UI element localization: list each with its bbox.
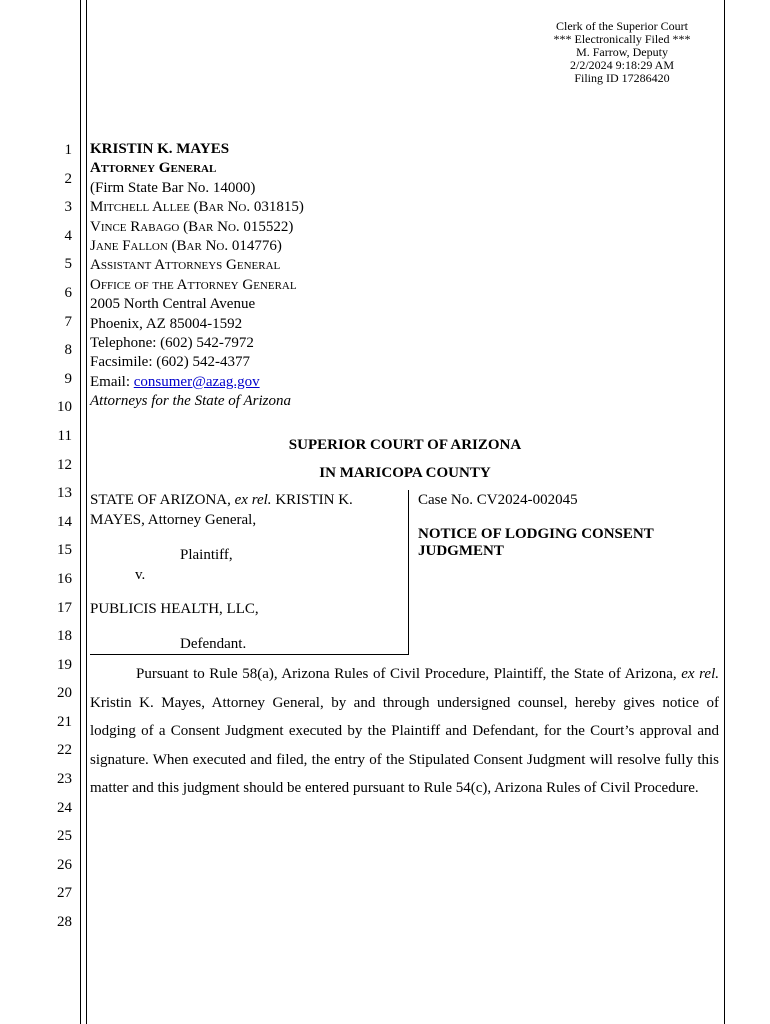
line-number: 19: [57, 656, 72, 673]
email-link[interactable]: consumer@azag.gov: [133, 373, 260, 390]
line-number: 9: [64, 370, 72, 387]
left-margin-rule-outer: [80, 0, 81, 1024]
line-number: 14: [57, 513, 72, 530]
line-numbers: [40, 140, 72, 941]
line-number: 23: [57, 771, 72, 788]
line-number: 3: [64, 199, 72, 216]
line-number: 27: [57, 885, 72, 902]
line-number: 13: [57, 485, 72, 502]
telephone: Telephone: (602) 542-7972: [90, 335, 254, 352]
email-label: Email:: [90, 373, 134, 390]
counsel-block: [90, 140, 304, 412]
email-line: [90, 373, 304, 392]
line-number: 12: [57, 456, 72, 473]
line-number: 22: [57, 742, 72, 759]
stamp-datetime: 2/2/2024 9:18:29 AM: [569, 58, 674, 72]
versus: v.: [135, 567, 146, 583]
line-number: 18: [57, 628, 72, 645]
counsel-title: Attorney General: [90, 160, 217, 177]
line-number: 8: [64, 342, 72, 359]
defendant-role: Defendant.: [180, 636, 247, 652]
line-number: 2: [64, 170, 72, 187]
street-address: 2005 North Central Avenue: [90, 296, 256, 313]
stamp-filing-id: Filing ID 17286420: [574, 71, 670, 85]
court-county: IN MARICOPA COUNTY: [319, 465, 491, 481]
case-caption-parties: [90, 490, 409, 655]
line-number: 4: [64, 227, 72, 244]
case-number: Case No. CV2024-002045: [418, 492, 578, 508]
plaintiff-name: STATE OF ARIZONA, ex rel. KRISTIN K.: [90, 492, 353, 508]
city-state-zip: Phoenix, AZ 85004-1592: [90, 315, 243, 332]
attorney-role: Assistant Attorneys General: [90, 257, 281, 274]
line-number: 7: [64, 313, 72, 330]
document-title: NOTICE OF LODGING CONSENT JUDGMENT: [418, 526, 654, 559]
line-number: 16: [57, 570, 72, 587]
facsimile: Facsimile: (602) 542-4377: [90, 354, 250, 371]
line-number: 5: [64, 256, 72, 273]
plaintiff-role: Plaintiff,: [180, 547, 233, 563]
attorney-1: Mitchell Allee (Bar No. 031815): [90, 199, 304, 216]
left-margin-rule-inner: [86, 0, 87, 1024]
line-number: 1: [64, 142, 72, 158]
stamp-clerk: Clerk of the Superior Court: [556, 19, 688, 33]
line-number: 6: [64, 284, 72, 301]
firm-bar-number: (Firm State Bar No. 14000): [90, 179, 256, 196]
line-number: 20: [57, 685, 72, 702]
line-number: 28: [57, 914, 72, 931]
attorney-3: Jane Fallon (Bar No. 014776): [90, 238, 282, 255]
line-number: 21: [57, 713, 72, 730]
filing-stamp: [522, 20, 722, 85]
plaintiff-name-cont: MAYES, Attorney General,: [90, 512, 257, 528]
line-number: 17: [57, 599, 72, 616]
attorney-2: Vince Rabago (Bar No. 015522): [90, 218, 294, 235]
case-caption-info: [418, 490, 718, 560]
line-number: 25: [57, 828, 72, 845]
line-number: 26: [57, 856, 72, 873]
stamp-efiled: *** Electronically Filed ***: [553, 32, 691, 46]
court-name: SUPERIOR COURT OF ARIZONA: [288, 437, 522, 453]
counsel-name: KRISTIN K. MAYES: [90, 141, 230, 157]
line-number: 10: [57, 399, 72, 416]
line-number: 11: [57, 427, 72, 444]
right-margin-rule: [724, 0, 725, 1024]
stamp-deputy: M. Farrow, Deputy: [576, 45, 668, 59]
defendant-name: PUBLICIS HEALTH, LLC,: [90, 601, 259, 617]
office-name: Office of the Attorney General: [90, 276, 297, 293]
line-number: 24: [57, 799, 72, 816]
body-paragraph: Pursuant to Rule 58(a), Arizona Rules of Civil Procedure, Plaintiff, the State of Arizona, ex rel. Kristin K. Mayes, Attorney General, by and through undersigned counsel, hereby gives notice of lodging of a Consent Judgment executed by the Plaintiff and Defendant, for the Court’s approval and signature. When executed and filed, the entry of the Stipulated Consent Judgment will resolve fully this matter and this judgment should be entered pursuant to Rule 54(c), Arizona Rules of Civil Procedure.: [90, 666, 720, 797]
representing: Attorneys for the State of Arizona: [90, 393, 291, 410]
line-number: 15: [57, 542, 72, 559]
